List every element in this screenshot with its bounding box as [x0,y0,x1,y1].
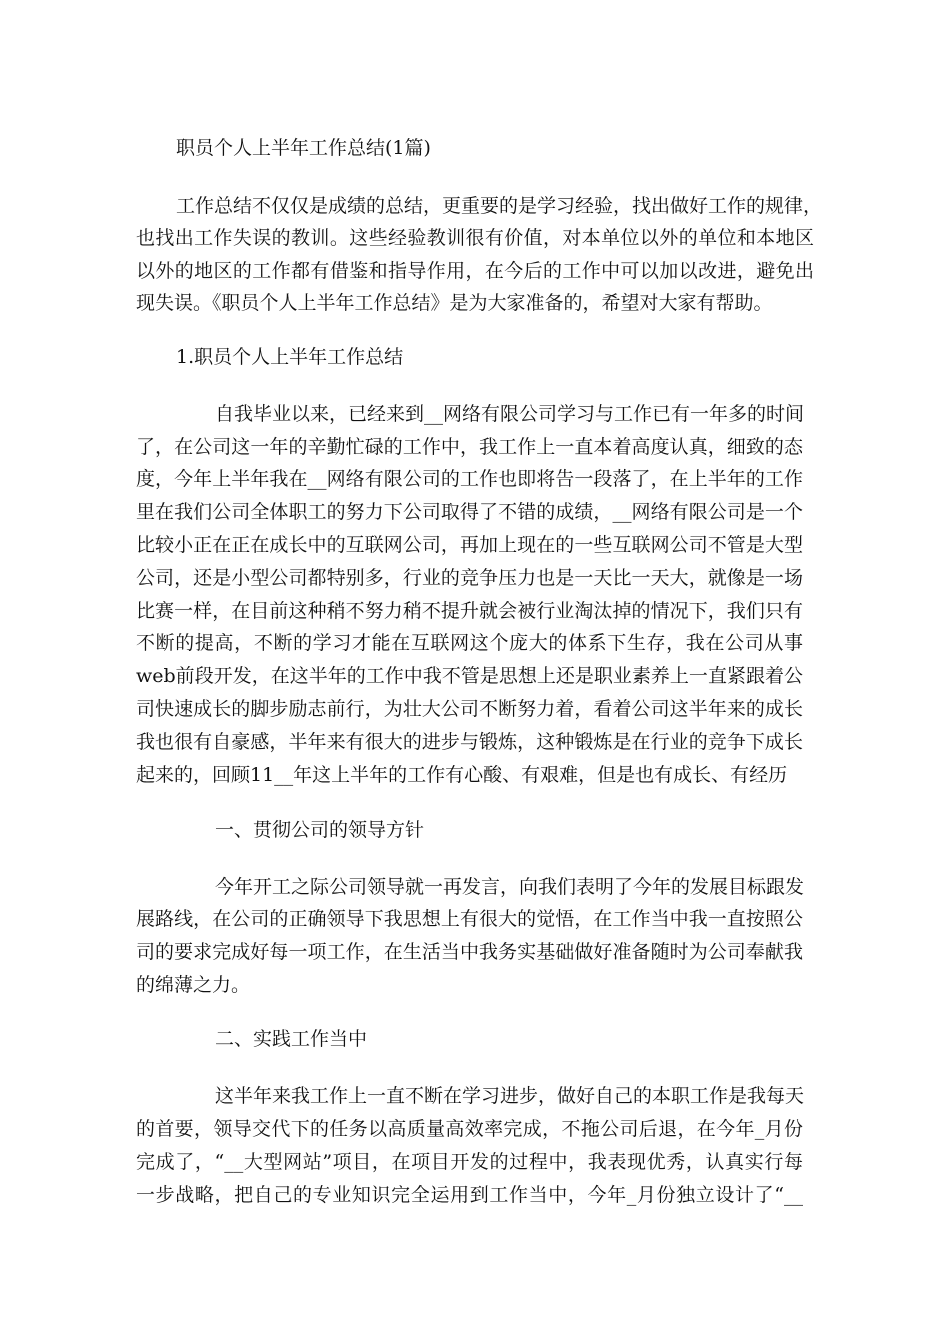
paragraph-line: 自我毕业以来，已经来到__网络有限公司学习与工作已有一年多的时间 [215,403,805,425]
intro-line: 以外的地区的工作都有借鉴和指导作用，在今后的工作中可以加以改进，避免出 [136,260,814,282]
subheading-one: 一、贯彻公司的领导方针 [215,819,425,841]
paragraph-line: 完成了，“__大型网站”项目，在项目开发的过程中，我表现优秀，认真实行每 [136,1151,803,1173]
paragraph-line: 展路线，在公司的正确领导下我思想上有很大的觉悟，在工作当中我一直按照公 [136,908,803,930]
paragraph-line: 司快速成长的脚步励志前行，为壮大公司不断努力着，看着公司这半年来的成长 [136,698,803,720]
paragraph-line: 今年开工之际公司领导就一再发言，向我们表明了今年的发展目标跟发 [215,876,805,898]
paragraph-line: 我也很有自豪感，半年来有很大的进步与锻炼，这种锻炼是在行业的竞争下成长 [136,731,803,753]
paragraph-line: 的绵薄之力。 [136,974,251,996]
paragraph-line: 度，今年上半年我在__网络有限公司的工作也即将告一段落了，在上半年的工作 [136,468,803,490]
paragraph-line: web前段开发，在这半年的工作中我不管是思想上还是职业素养上一直紧跟着公 [136,665,803,687]
paragraph-line: 里在我们公司全体职工的努力下公司取得了不错的成绩，__网络有限公司是一个 [136,501,803,523]
subheading-two: 二、实践工作当中 [215,1028,368,1050]
paragraph-line: 司的要求完成好每一项工作，在生活当中我务实基础做好准备随时为公司奉献我 [136,941,803,963]
paragraph-line: 比较小正在正在成长中的互联网公司，再加上现在的一些互联网公司不管是大型 [136,534,803,556]
document-title: 职员个人上半年工作总结(1篇) [176,137,431,159]
intro-line: 也找出工作失误的教训。这些经验教训很有价值，对本单位以外的单位和本地区 [136,227,814,249]
intro-line: 现失误。《职员个人上半年工作总结》是为大家准备的，希望对大家有帮助。 [136,292,773,314]
paragraph-line: 起来的，回顾11__年这上半年的工作有心酸、有艰难，但是也有成长、有经历 [136,764,788,786]
section-heading: 1.职员个人上半年工作总结 [176,346,404,368]
paragraph-line: 比赛一样，在目前这种稍不努力稍不提升就会被行业淘汰掉的情况下，我们只有 [136,600,803,622]
paragraph-line: 的首要，领导交代下的任务以高质量高效率完成，不拖公司后退，在今年_月份 [136,1118,803,1140]
paragraph-line: 这半年来我工作上一直不断在学习进步，做好自己的本职工作是我每天 [215,1085,805,1107]
intro-line: 工作总结不仅仅是成绩的总结，更重要的是学习经验，找出做好工作的规律， [176,195,823,217]
paragraph-line: 了，在公司这一年的辛勤忙碌的工作中，我工作上一直本着高度认真，细致的态 [136,436,803,458]
paragraph-line: 公司，还是小型公司都特别多，行业的竞争压力也是一天比一天大，就像是一场 [136,567,803,589]
paragraph-line: 一步战略，把自己的专业知识完全运用到工作当中，今年_月份独立设计了“__ [136,1184,803,1206]
paragraph-line: 不断的提高，不断的学习才能在互联网这个庞大的体系下生存，我在公司从事 [136,632,803,654]
